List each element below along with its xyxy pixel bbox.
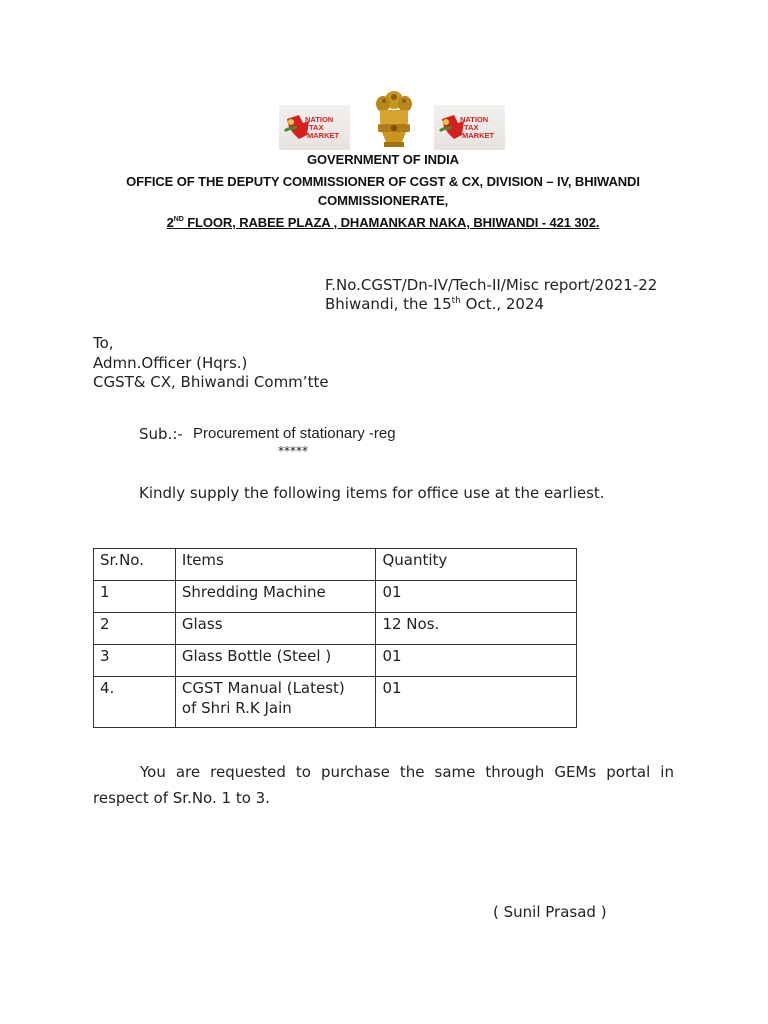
addressee-office: CGST& CX, Bhiwandi Comm’tte — [93, 373, 329, 391]
cell-srno: 1 — [94, 581, 176, 613]
cell-quantity: 01 — [376, 677, 577, 728]
logo-text-1: NATION — [460, 115, 489, 124]
letter-date — [325, 295, 544, 313]
cell-quantity: 01 — [376, 645, 577, 677]
subject-text: Procurement of stationary -reg — [193, 425, 396, 442]
logo-text-2: TAX — [464, 123, 479, 132]
date-suffix-sup: th — [451, 296, 461, 306]
request-text: Kindly supply the following items for office use at the earliest. — [139, 484, 605, 502]
nation-tax-market-logo-left — [279, 105, 350, 150]
cell-srno: 2 — [94, 613, 176, 645]
table-row — [94, 677, 577, 728]
header-commissionerate: COMMISSIONERATE, — [317, 193, 449, 208]
address-text: FLOOR, RABEE PLAZA , DHAMANKAR NAKA, BHIWANDI - 421 302. — [183, 215, 600, 230]
logo-text-3: MARKET — [462, 131, 495, 140]
file-number: F.No.CGST/Dn-IV/Tech-II/Misc report/2021-22 — [325, 276, 658, 294]
cell-srno: 3 — [94, 645, 176, 677]
table-header-row — [94, 549, 577, 581]
signature-name: ( Sunil Prasad ) — [493, 903, 607, 921]
header-office: OFFICE OF THE DEPUTY COMMISSIONER OF CGST & CX, DIVISION – IV, BHIWANDI — [126, 174, 640, 189]
date-prefix: Bhiwandi, the 15 — [325, 295, 452, 313]
subject-stars: ***** — [278, 444, 308, 458]
cell-item: Glass Bottle (Steel ) — [175, 645, 376, 677]
cell-item-line: CGST Manual (Latest) — [181, 679, 345, 697]
cell-item — [175, 677, 376, 728]
cell-item: Glass — [175, 613, 376, 645]
nation-tax-market-logo-right — [434, 105, 505, 150]
table-row — [94, 581, 577, 613]
header-cell-srno: Sr.No. — [94, 549, 176, 581]
cell-quantity: 01 — [376, 581, 577, 613]
table-row — [94, 645, 577, 677]
addressee-designation: Admn.Officer (Hqrs.) — [93, 354, 248, 372]
address-floor-suffix: ND — [173, 216, 184, 223]
items-table — [93, 548, 577, 728]
closing-paragraph — [93, 759, 674, 811]
closing-paragraph-text: You are requested to purchase the same through GEMs portal in respect of Sr.No. 1 to 3. — [93, 763, 674, 807]
logo-text-3: MARKET — [307, 131, 340, 140]
subject-label: Sub.:- — [139, 425, 183, 443]
cell-srno: 4. — [94, 677, 176, 728]
header-cell-quantity: Quantity — [376, 549, 577, 581]
header-address — [90, 215, 676, 230]
table-row — [94, 613, 577, 645]
cell-item-line: of Shri R.K Jain — [181, 699, 292, 717]
header-cell-items: Items — [175, 549, 376, 581]
header-government: GOVERNMENT OF INDIA — [307, 152, 459, 167]
cell-item: Shredding Machine — [175, 581, 376, 613]
logo-text-2: TAX — [309, 123, 324, 132]
address-floor-number: 2 — [166, 215, 174, 230]
to-label: To, — [93, 334, 114, 352]
national-emblem-icon — [364, 86, 424, 152]
logo-text-1: NATION — [305, 115, 334, 124]
cell-quantity: 12 Nos. — [376, 613, 577, 645]
date-rest: Oct., 2024 — [460, 295, 545, 313]
